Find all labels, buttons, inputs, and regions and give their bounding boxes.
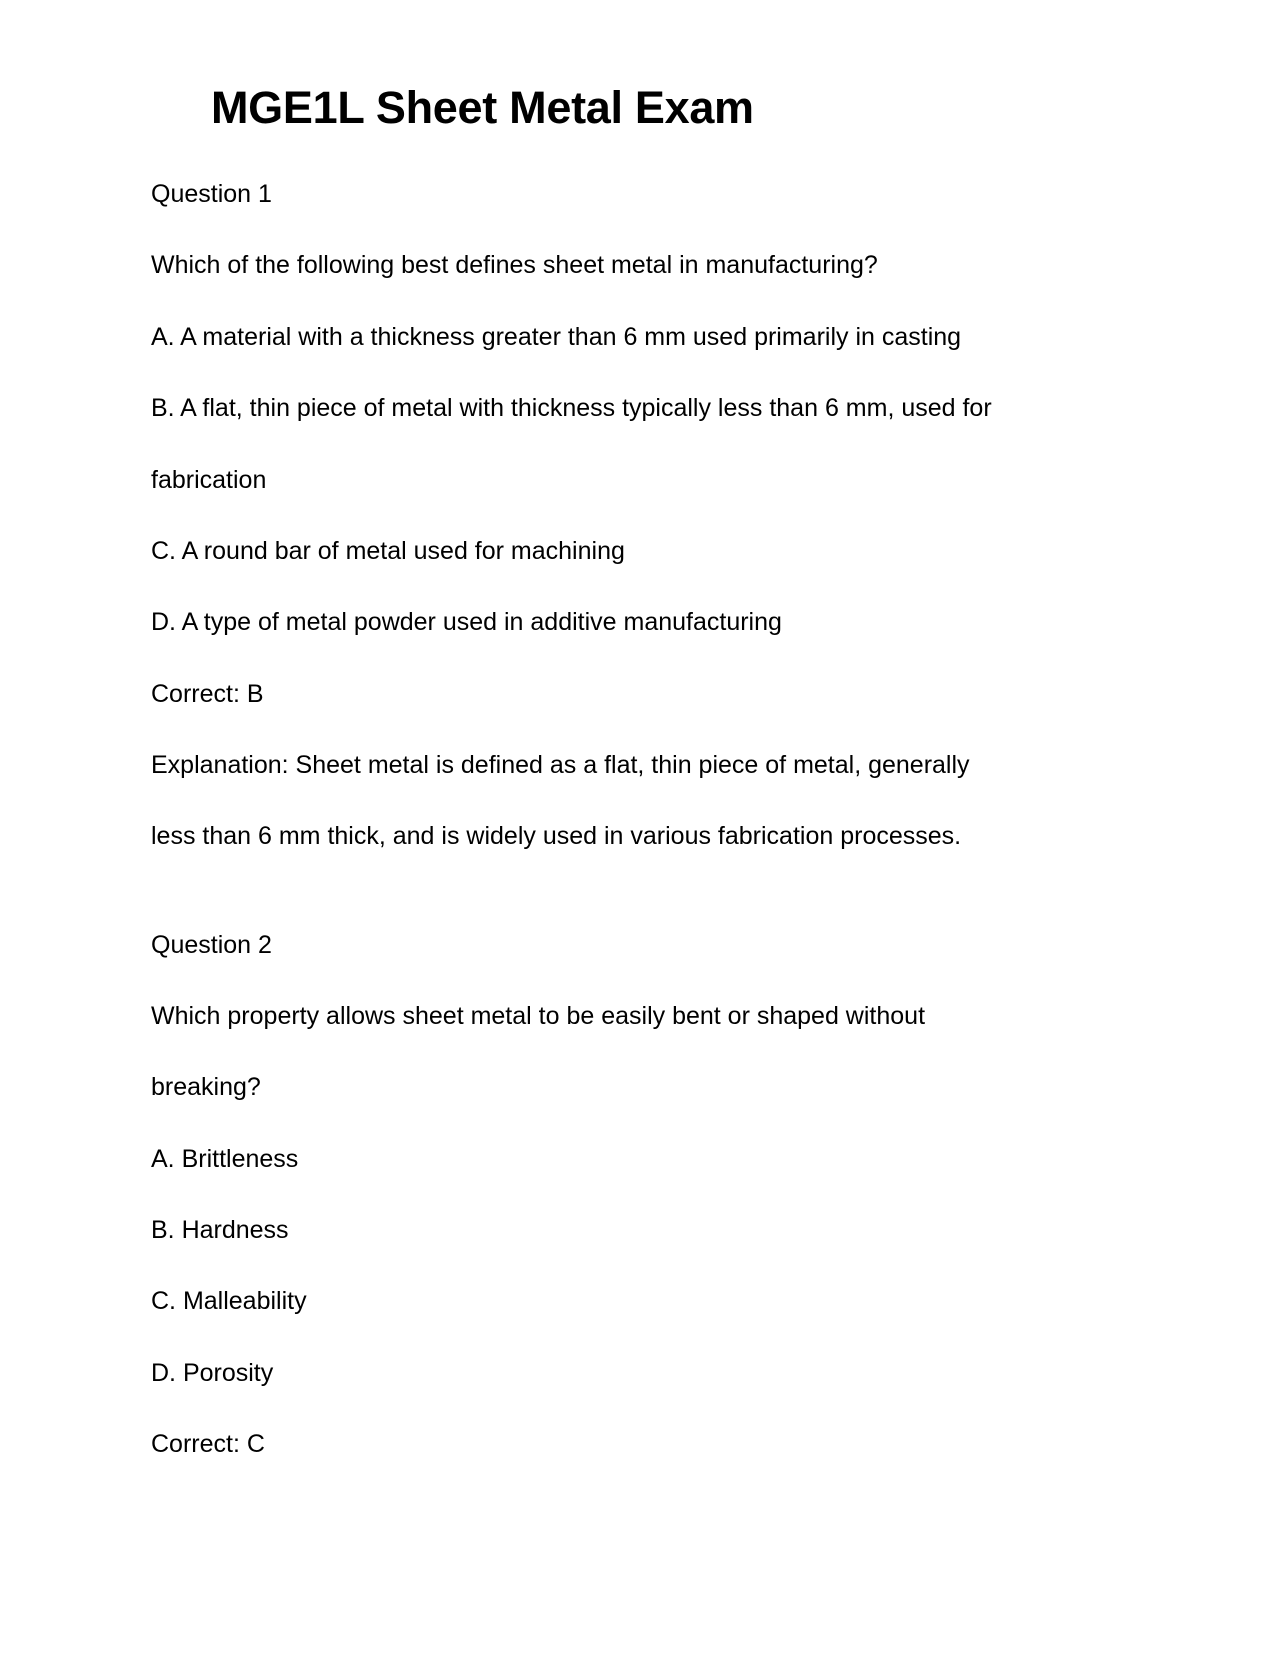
question-1-option-b-line-1: B. A flat, thin piece of metal with thickness typically less than 6 mm, used for	[151, 394, 992, 422]
question-1-option-b-line-2: fabrication	[151, 466, 267, 494]
question-1-explanation-line-2: less than 6 mm thick, and is widely used in various fabrication processes.	[151, 822, 962, 850]
question-1-option-c: C. A round bar of metal used for machining	[151, 537, 625, 565]
question-1-explanation-line-1: Explanation: Sheet metal is defined as a flat, thin piece of metal, generally	[151, 751, 970, 779]
question-1-correct-answer: Correct: B	[151, 680, 264, 708]
question-2-text-line-2: breaking?	[151, 1073, 261, 1101]
question-2-correct-answer: Correct: C	[151, 1430, 265, 1458]
question-2-option-c: C. Malleability	[151, 1287, 307, 1315]
question-2-option-b: B. Hardness	[151, 1216, 289, 1244]
question-2-option-a: A. Brittleness	[151, 1145, 299, 1173]
question-1-heading: Question 1	[151, 180, 272, 208]
question-2-heading: Question 2	[151, 931, 272, 959]
question-1-option-a: A. A material with a thickness greater than 6 mm used primarily in casting	[151, 323, 962, 351]
document-title: MGE1L Sheet Metal Exam	[211, 82, 754, 133]
question-2-text-line-1: Which property allows sheet metal to be easily bent or shaped without	[151, 1002, 926, 1030]
question-2-option-d: D. Porosity	[151, 1359, 274, 1387]
question-1-option-d: D. A type of metal powder used in additive manufacturing	[151, 608, 782, 636]
question-1-text-line-1: Which of the following best defines sheet metal in manufacturing?	[151, 251, 878, 279]
